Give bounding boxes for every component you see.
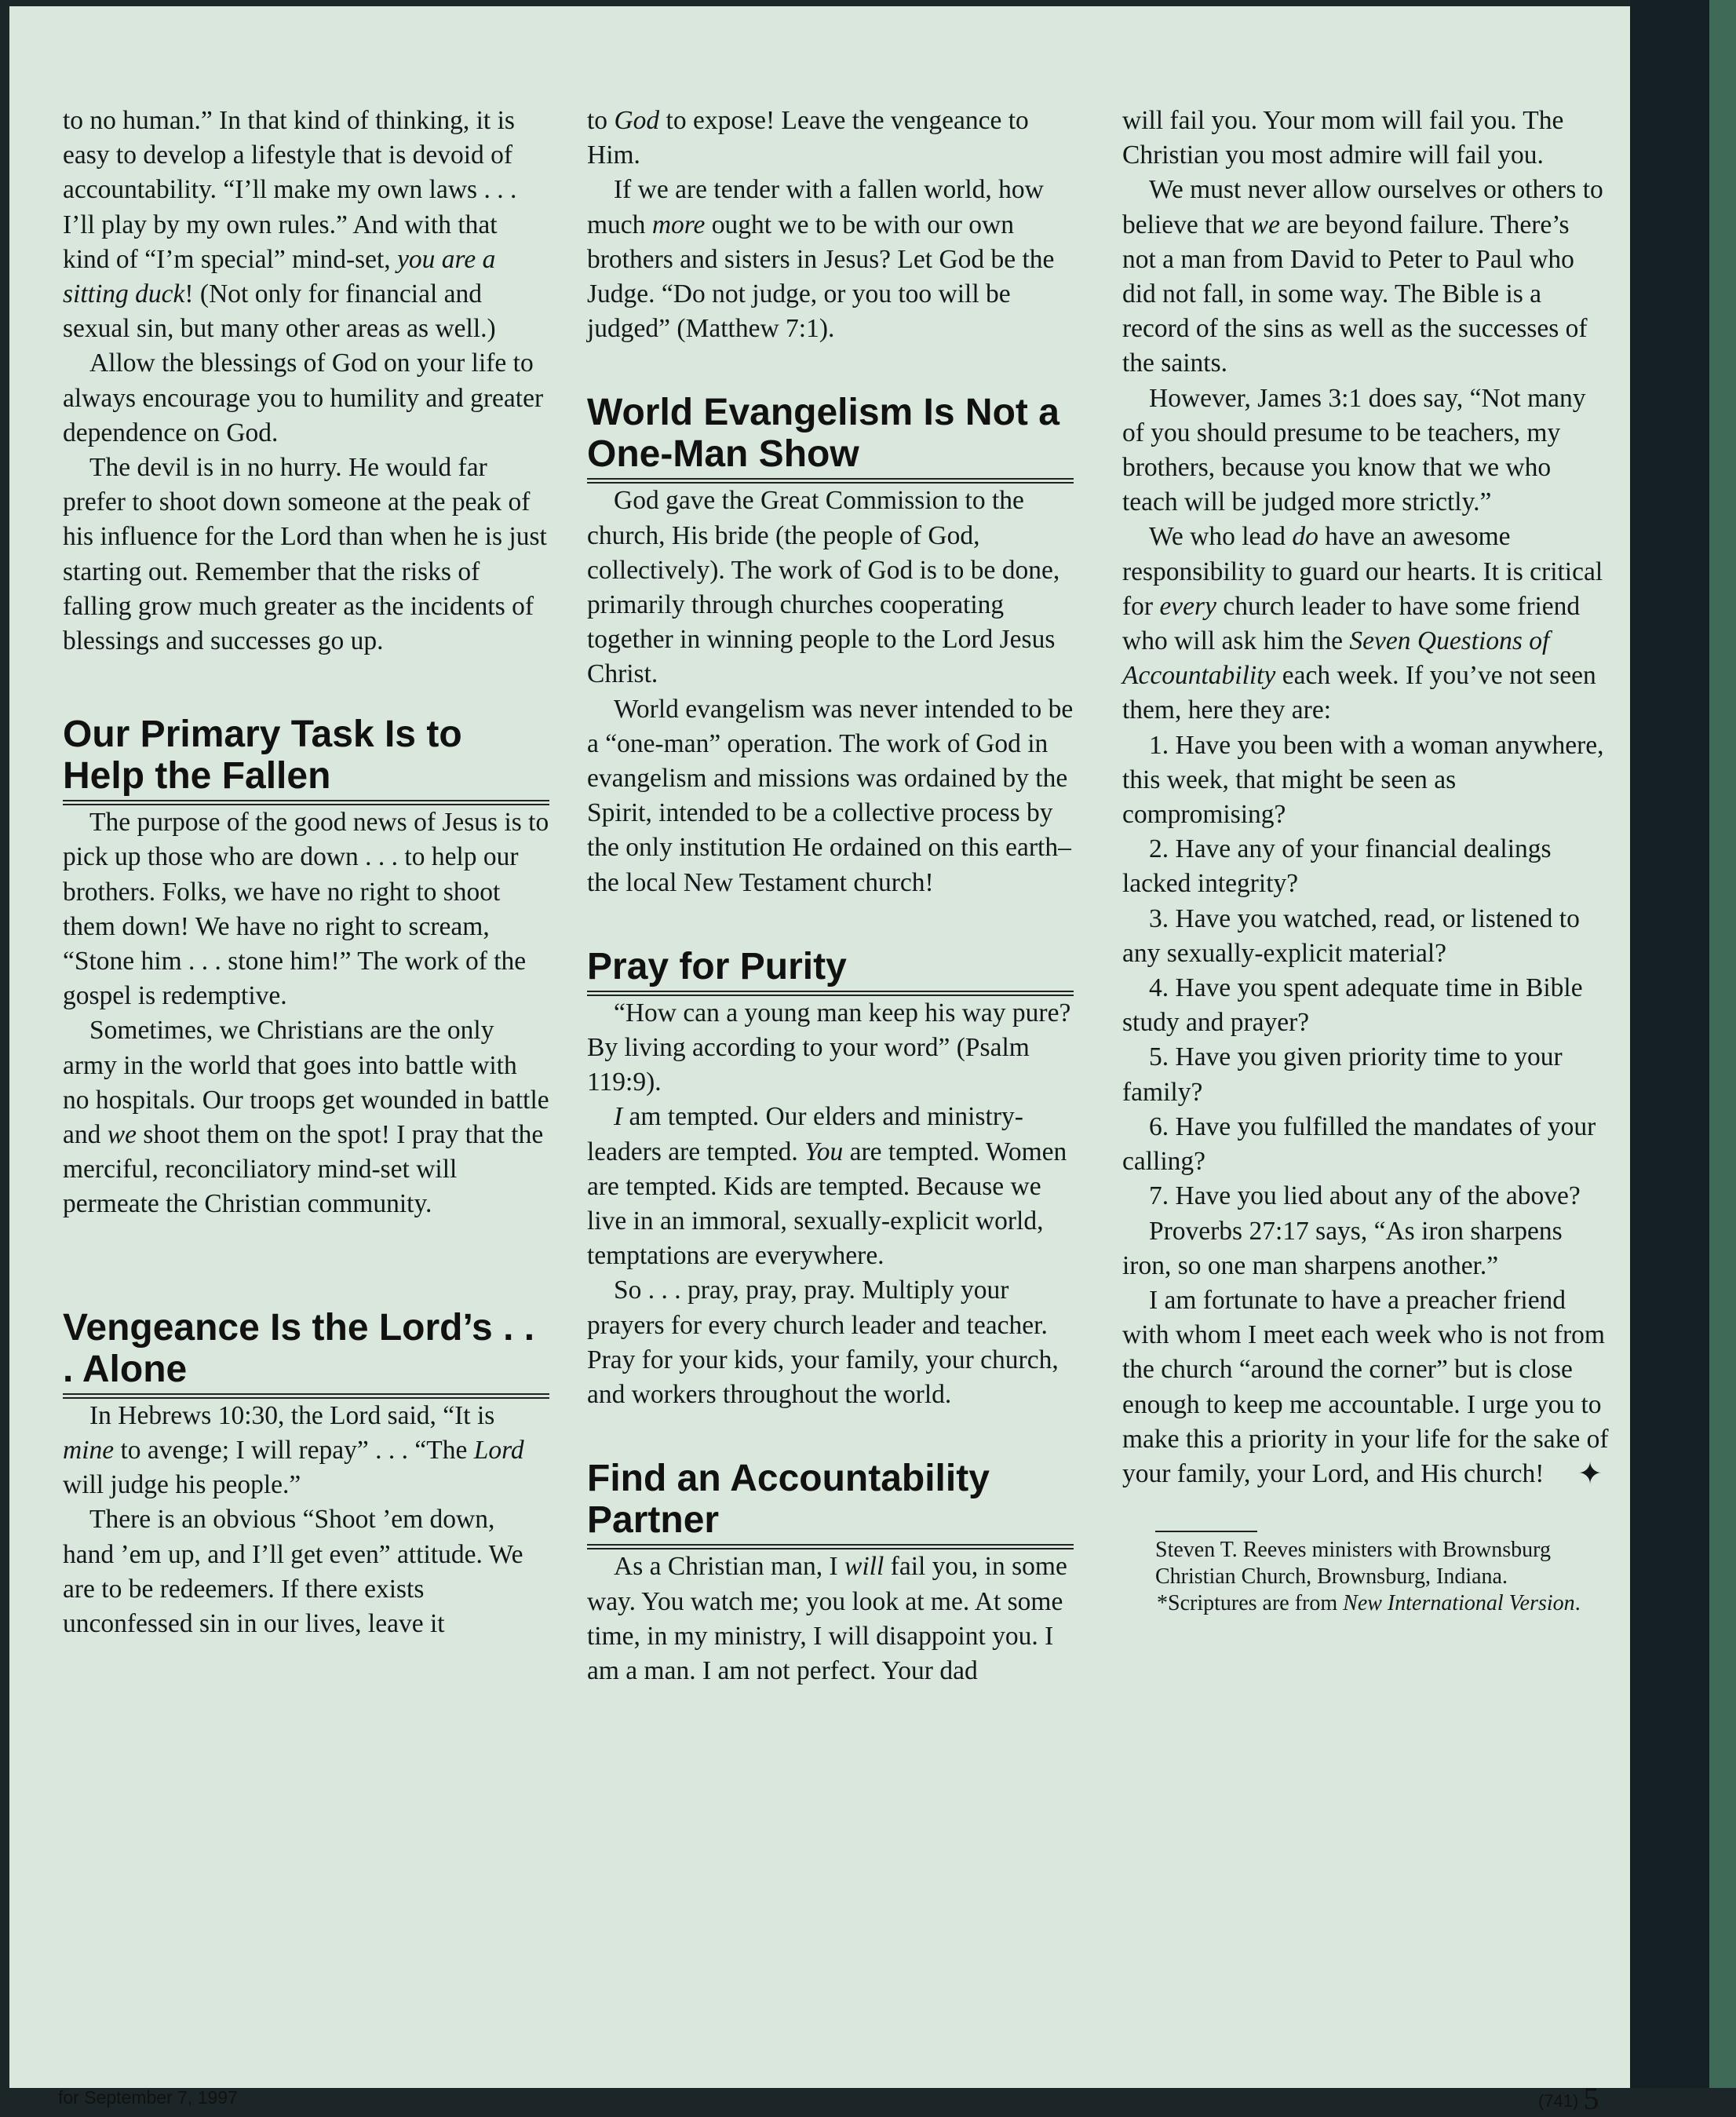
paragraph-never-intended: World evangelism was never intended to be a “one-man” operation. The work of God in evangelism and missions was ordained by the Spirit, intended to be a collective process by the only institution He ordained on this earth–the local New Testament church! [587, 694, 1074, 897]
emphasis: New International Version [1343, 1591, 1575, 1616]
paragraph-continuation: will fail you. Your mom will fail you. The Christian you most admire will fail you. [1122, 106, 1564, 170]
paragraph-proverbs: Proverbs 27:17 says, “As iron sharpens iron, so one man sharpens another.” [1122, 1216, 1563, 1280]
magazine-page [9, 6, 1630, 2116]
paragraph-purpose: The purpose of the good news of Jesus is to pick up those who are down . . . to help our brothers. Folks, we have no right to shoot them down! We have no right to scream, “Stone him . . . stone him!” The work of the gospel is redemptive. [63, 808, 549, 1011]
paragraph-fortunate: I am fortunate to have a preacher friend with whom I meet each week who is not from the church “around the corner” but is close enough to keep me accountable. I urge you to make this a priority in your life for the sake of your family, your Lord, and His church! ✦ [1122, 1285, 1609, 1491]
emphasis: God [614, 106, 660, 135]
question-item: 1. Have you been with a woman anywhere, this week, that might be seen as compromising? [1122, 730, 1604, 830]
paragraph-pray: So . . . pray, pray, pray. Multiply your prayers for every church leader and teacher. Pray for your kids, your family, your church, and workers throughout the world. [587, 1276, 1059, 1410]
column-3 [1122, 104, 1609, 1617]
emphasis: we [107, 1120, 137, 1150]
question-item: 5. Have you given priority time to your family? [1122, 1042, 1563, 1107]
section-heading-vengeance: Vengeance Is the Lord’s . . . Alone [63, 1307, 549, 1399]
page-number: 5 [1583, 2081, 1599, 2116]
question-item: 3. Have you watched, read, or listened to any sexually-explicit material? [1122, 903, 1580, 968]
emphasis: I [614, 1102, 623, 1132]
section-heading-world-evangelism: World Evangelism Is Not a One-Man Show [587, 392, 1074, 484]
section-heading-accountability-partner: Find an Accountability Partner [587, 1458, 1074, 1549]
end-mark-icon: ✦ [1577, 1457, 1603, 1491]
emphasis: Lord [473, 1435, 524, 1465]
question-item: 4. Have you spent adequate time in Bible study and prayer? [1122, 973, 1583, 1038]
footer-page [1538, 2080, 1599, 2117]
paragraph-james: However, James 3:1 does say, “Not many of you should presume to be teachers, my brothers, because you know that we who teach will be judged more strictly.” [1122, 383, 1586, 517]
paragraph-intro: to no human.” In that kind of thinking, it is easy to develop a lifestyle that is devoid of accountability. “I’ll make my own laws . . . I’ll play by my own rules.” And with that kind of “I’m special” mind-set, you are a sitting duck! (Not only for financial and sexual sin, but many other areas as well.) [63, 106, 517, 344]
adjacent-page-edge [1709, 0, 1736, 2088]
binding-shadow [1630, 0, 1709, 2088]
paragraph-tender: If we are tender with a fallen world, how much more ought we to be with our own brothers and sisters in Jesus? Let God be the Judge. “Do not judge, or you too will be judged” (Matthew 7:1). [587, 175, 1055, 344]
emphasis: every [1159, 591, 1216, 621]
section-heading-primary-task: Our Primary Task Is to Help the Fallen [63, 714, 549, 805]
paragraph-psalm: “How can a young man keep his way pure? By living according to your word” (Psalm 119:9). [587, 998, 1071, 1097]
issue-number: (741) [1538, 2091, 1579, 2111]
paragraph-blessings: Allow the blessings of God on your life to always encourage you to humility and greater dependence on God. [63, 349, 544, 447]
paragraph-christian-man: As a Christian man, I will fail you, in some way. You watch me; you look at me. At some time, in my ministry, I will disappoint you. I am a man. I am not perfect. Your dad [587, 1552, 1067, 1685]
paragraph-we-who-lead: We who lead do have an awesome responsibility to guard our hearts. It is critical for every church leader to have some friend who will ask him the Seven Questions of Accountability each week. If you’ve not seen them, here they are: [1122, 522, 1603, 725]
paragraph-commission: God gave the Great Commission to the church, His bride (the people of God, collectively). The work of God is to be done, primarily through churches cooperating together in winning people to the Lord Jesus Christ. [587, 486, 1060, 689]
paragraph-hebrews: In Hebrews 10:30, the Lord said, “It is mine to avenge; I will repay” . . . “The Lord will judge his people.” [63, 1400, 524, 1500]
question-item: 7. Have you lied about any of the above? [1149, 1181, 1581, 1211]
column-2 [587, 104, 1074, 1688]
column-1 [63, 104, 549, 1641]
footer-date: for September 7, 1997 [58, 2087, 238, 2108]
paragraph-devil: The devil is in no hurry. He would far prefer to shoot down someone at the peak of his influence for the Lord than when he is just starting out. Remember that the risks of falling grow much greater as the incidents of blessings and successes go up. [63, 453, 547, 656]
emphasis: do [1292, 522, 1318, 552]
emphasis: more [651, 210, 706, 239]
author-bio-text: Steven T. Reeves ministers with Brownsburg Christian Church, Brownsburg, Indiana. [1155, 1538, 1551, 1590]
paragraph-tempted: I am tempted. Our elders and ministry-leaders are tempted. You are tempted. Women are tempted. Kids are tempted. Because we live in an immoral, sexually-explicit world, temptations are everywhere. [587, 1102, 1067, 1271]
paragraph-never-allow: We must never allow ourselves or others to believe that we are beyond failure. There’s not a man from David to Peter to Paul who did not fall, in some way. The Bible is a record of the sins as well as the successes of the saints. [1122, 175, 1603, 378]
bio-divider [1155, 1531, 1257, 1532]
paragraph-obvious: There is an obvious “Shoot ’em down, hand ’em up, and I’ll get even” attitude. We are to be redeemers. If there exists unconfessed sin in our lives, leave it [63, 1505, 523, 1638]
paragraph-continuation: to God to expose! Leave the vengeance to Him. [587, 106, 1029, 170]
emphasis: Seven Questions of Accountability [1122, 626, 1550, 691]
section-heading-pray-for-purity: Pray for Purity [587, 946, 1074, 996]
scripture-note: *Scriptures are from New International Version. [1157, 1591, 1581, 1616]
emphasis: You [804, 1137, 844, 1166]
emphasis: mine [63, 1435, 115, 1465]
question-item: 2. Have any of your financial dealings lacked integrity? [1122, 834, 1552, 899]
emphasis: we [1250, 210, 1280, 239]
emphasis: will [844, 1552, 884, 1582]
emphasis: you are a sitting duck [63, 244, 496, 309]
paragraph-army: Sometimes, we Christians are the only army in the world that goes into battle with no hospitals. Our troops get wounded in battle and we shoot them on the spot! I pray that the merciful, reconciliatory mind-set will permeate the Christian community. [63, 1016, 549, 1219]
question-item: 6. Have you fulfilled the mandates of your calling? [1122, 1111, 1596, 1177]
author-bio [1122, 1531, 1609, 1617]
